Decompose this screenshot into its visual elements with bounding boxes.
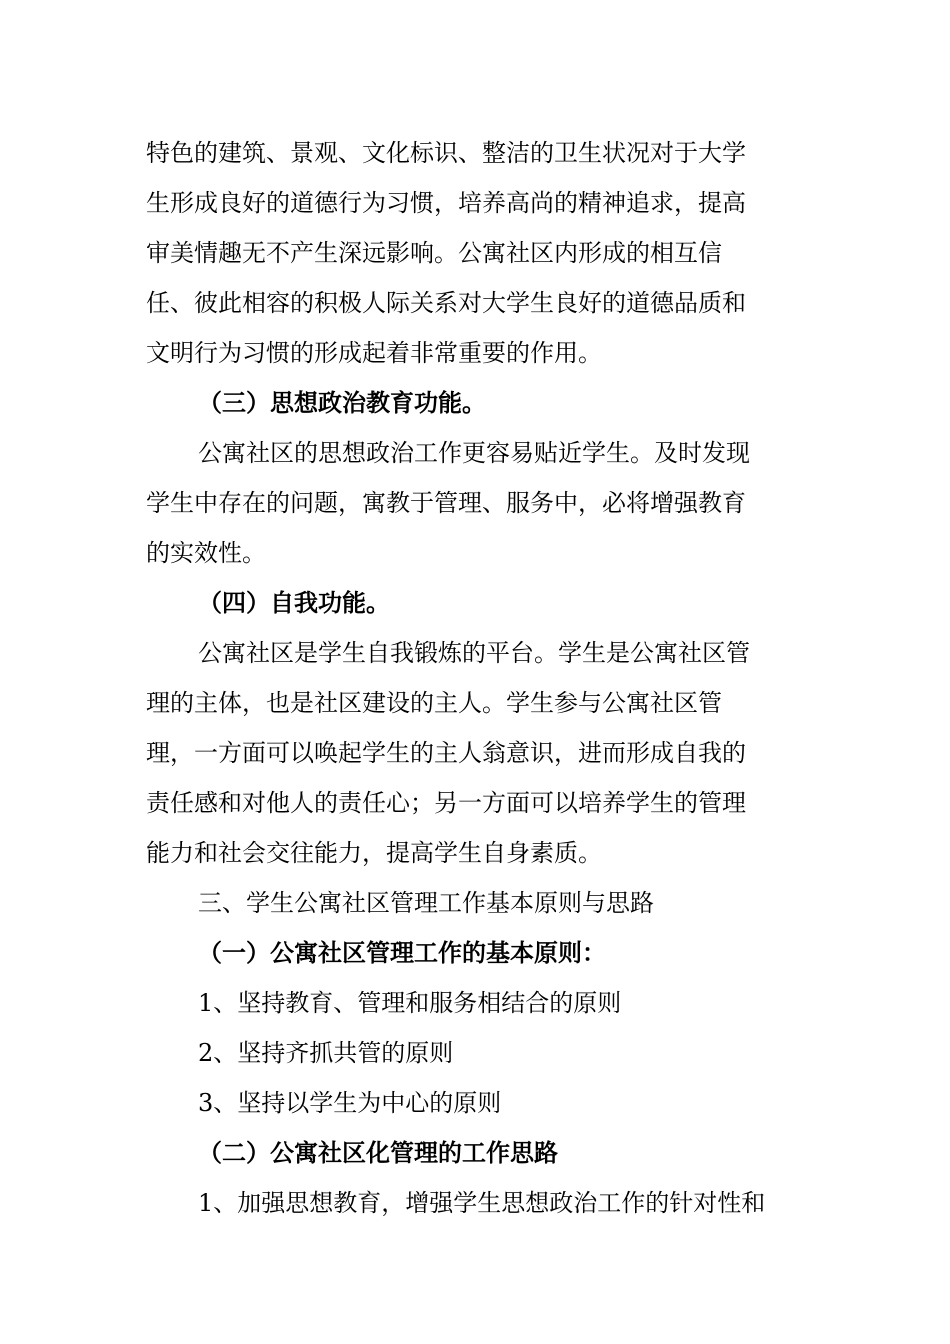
heading-ideological-function: （三）思想政治教育功能。	[198, 388, 486, 417]
subheading-work-ideas: （二）公寓社区化管理的工作思路	[198, 1138, 558, 1167]
list-item: 3、坚持以学生为中心的原则	[198, 1089, 502, 1117]
text-line: 1、加强思想教育，增强学生思想政治工作的针对性和	[198, 1189, 766, 1217]
text-line: 理的主体，也是社区建设的主人。学生参与公寓社区管	[146, 689, 722, 717]
text-line: 公寓社区的思想政治工作更容易贴近学生。及时发现	[198, 439, 750, 467]
heading-self-function: （四）自我功能。	[198, 588, 390, 617]
document-page	[146, 128, 806, 1228]
text-line: 的实效性。	[146, 539, 266, 567]
subheading-basic-principles: （一）公寓社区管理工作的基本原则：	[198, 938, 606, 967]
text-line: 能力和社会交往能力，提高学生自身素质。	[146, 839, 602, 867]
text-line: 任、彼此相容的积极人际关系对大学生良好的道德品质和	[146, 289, 746, 317]
paragraph-ideological-work	[146, 428, 806, 578]
text-line: 文明行为习惯的形成起着非常重要的作用。	[146, 339, 602, 367]
text-line: 审美情趣无不产生深远影响。公寓社区内形成的相互信	[146, 239, 722, 267]
text-line: 生形成良好的道德行为习惯，培养高尚的精神追求，提高	[146, 189, 746, 217]
list-item: 2、坚持齐抓共管的原则	[198, 1039, 454, 1067]
text-line: 学生中存在的问题，寓教于管理、服务中，必将增强教育	[146, 489, 746, 517]
text-line: 理，一方面可以唤起学生的主人翁意识，进而形成自我的	[146, 739, 746, 767]
text-line: 特色的建筑、景观、文化标识、整洁的卫生状况对于大学	[146, 139, 746, 167]
paragraph-building-influence	[146, 128, 806, 378]
list-item: 1、坚持教育、管理和服务相结合的原则	[198, 989, 622, 1017]
principles-list	[146, 978, 806, 1128]
paragraph-self-training	[146, 628, 806, 878]
text-line: 公寓社区是学生自我锻炼的平台。学生是公寓社区管	[198, 639, 750, 667]
section-title-principles-and-ideas: 三、学生公寓社区管理工作基本原则与思路	[198, 889, 654, 917]
text-line: 责任感和对他人的责任心；另一方面可以培养学生的管理	[146, 789, 746, 817]
